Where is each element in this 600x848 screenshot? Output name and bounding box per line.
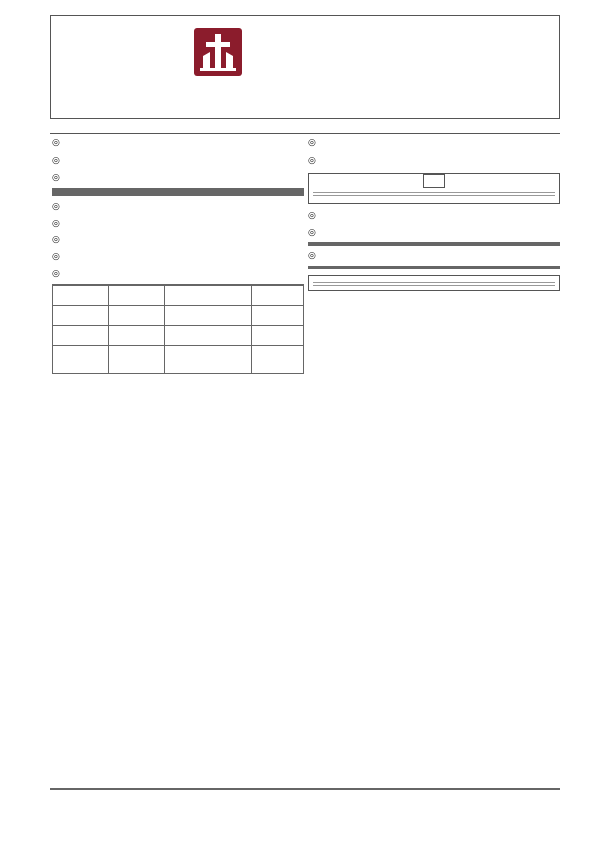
schedule-value xyxy=(109,789,364,790)
section-title: ◎ xyxy=(52,218,60,229)
schedule-value xyxy=(410,789,560,790)
memorial-meeting-table xyxy=(52,284,304,374)
section-title: ◎ xyxy=(308,227,316,238)
left-column xyxy=(52,138,304,374)
section-title: ◎ xyxy=(308,155,316,166)
offering-donors xyxy=(313,282,555,284)
schedule-label xyxy=(51,789,109,790)
header-divider xyxy=(50,133,560,134)
section-title: ◎ xyxy=(52,202,60,213)
section-title: ◎ xyxy=(308,251,316,262)
section-title: ◎ xyxy=(308,211,316,222)
section-title: ◎ xyxy=(52,235,60,246)
marian-month-title xyxy=(313,176,555,188)
table-row xyxy=(53,195,304,196)
table-row xyxy=(309,268,560,269)
section-title: ◎ xyxy=(52,138,60,148)
hymn-number-table xyxy=(308,266,560,269)
section-title: ◎ xyxy=(52,155,60,166)
offering-thanks xyxy=(313,285,555,287)
section-title: ◎ xyxy=(52,268,60,279)
church-emblem-icon xyxy=(194,28,242,76)
table-row xyxy=(53,285,304,305)
table-row xyxy=(53,305,304,325)
table-row xyxy=(309,245,560,246)
offerings-box xyxy=(308,275,560,291)
section-title: ◎ xyxy=(52,173,60,184)
marian-night-subtitle xyxy=(313,192,555,196)
table-row xyxy=(51,789,560,790)
section-title: ◎ xyxy=(52,252,60,263)
table-row xyxy=(53,325,304,345)
header-box xyxy=(50,15,560,119)
mass-schedule-table xyxy=(50,788,560,790)
communion-baptism-table xyxy=(308,242,560,246)
confirmation-class-table xyxy=(52,188,304,196)
marian-month-box xyxy=(308,173,560,204)
right-column xyxy=(308,138,560,293)
parish-logo xyxy=(194,28,242,76)
table-row xyxy=(53,345,304,373)
section-title: ◎ xyxy=(308,138,316,148)
schedule-label xyxy=(364,789,410,790)
